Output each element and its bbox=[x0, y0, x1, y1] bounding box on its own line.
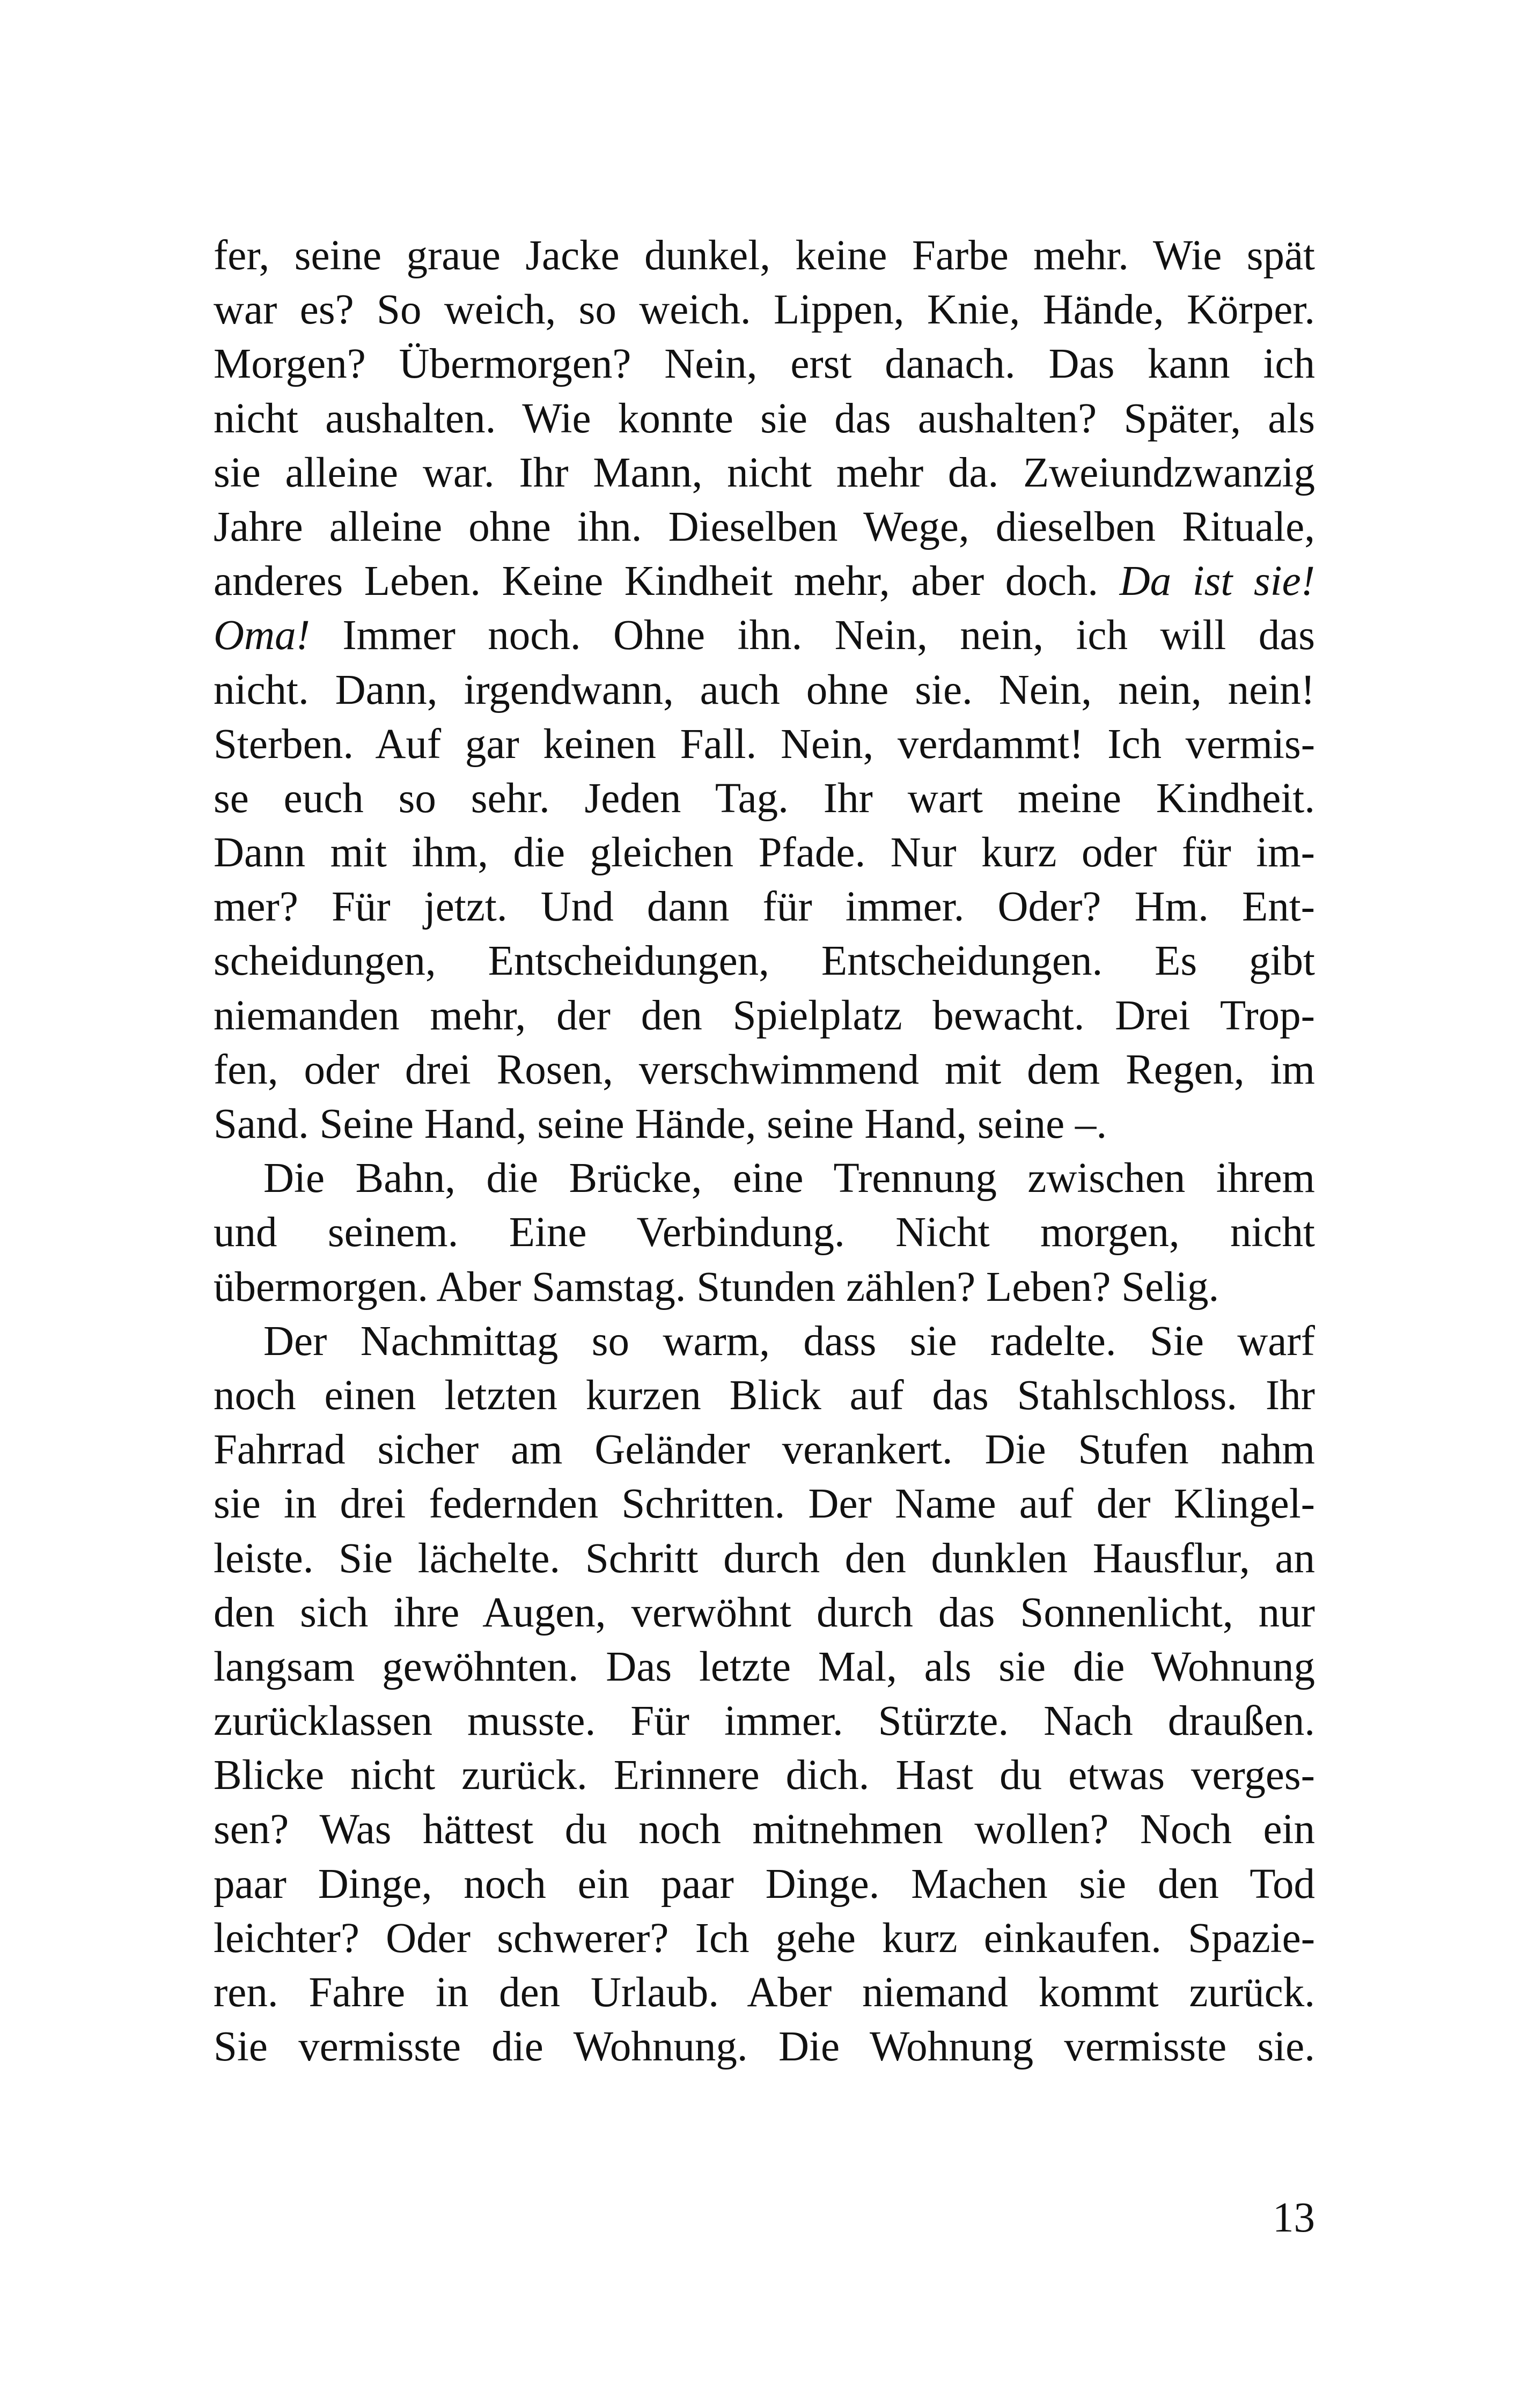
paragraph-start-line: Die Bahn, die Brücke, eine Trennung zwischen ihrem bbox=[263, 1155, 1315, 1202]
text-line: Sand. Seine Hand, seine Hände, seine Hand, seine –. bbox=[214, 1101, 1107, 1147]
text-line: mer? Für jetzt. Und dann für immer. Oder? Hm. Ent- bbox=[214, 883, 1315, 931]
text-line: Oma! Immer noch. Ohne ihn. Nein, nein, ich will das bbox=[214, 612, 1315, 659]
text-line: Sie vermisste die Wohnung. Die Wohnung vermisste sie. bbox=[214, 2023, 1315, 2071]
text-line: anderes Leben. Keine Kindheit mehr, aber doch. Da ist sie! bbox=[214, 558, 1315, 605]
text-line: Sterben. Auf gar keinen Fall. Nein, verdammt! Ich vermis- bbox=[214, 720, 1315, 768]
page-number: 13 bbox=[1273, 2195, 1315, 2241]
body-text bbox=[214, 229, 1315, 2074]
text-line: leiste. Sie lächelte. Schritt durch den dunklen Hausflur, an bbox=[214, 1535, 1315, 1582]
text-line: Morgen? Übermorgen? Nein, erst danach. Das kann ich bbox=[214, 341, 1315, 388]
text-line: noch einen letzten kurzen Blick auf das Stahlschloss. Ihr bbox=[214, 1372, 1315, 1419]
text-line: war es? So weich, so weich. Lippen, Knie, Hände, Körper. bbox=[214, 286, 1315, 334]
text-line: übermorgen. Aber Samstag. Stunden zählen? Leben? Selig. bbox=[214, 1263, 1219, 1310]
text-line: nicht aushalten. Wie konnte sie das aushalten? Später, als bbox=[214, 395, 1315, 442]
text-line: Dann mit ihm, die gleichen Pfade. Nur kurz oder für im- bbox=[214, 829, 1315, 877]
text-line: fer, seine graue Jacke dunkel, keine Farbe mehr. Wie spät bbox=[214, 232, 1315, 279]
text-line: niemanden mehr, der den Spielplatz bewacht. Drei Trop- bbox=[214, 992, 1315, 1039]
italic-emphasis: Oma! bbox=[214, 612, 310, 659]
text-line: sen? Was hättest du noch mitnehmen wollen? Noch ein bbox=[214, 1806, 1315, 1853]
text-line: ren. Fahre in den Urlaub. Aber niemand kommt zurück. bbox=[214, 1969, 1315, 2016]
text-line: se euch so sehr. Jeden Tag. Ihr wart meine Kindheit. bbox=[214, 775, 1315, 822]
text-line: und seinem. Eine Verbindung. Nicht morgen, nicht bbox=[214, 1209, 1315, 1256]
text-line: Blicke nicht zurück. Erinnere dich. Hast du etwas verges- bbox=[214, 1752, 1315, 1799]
text-line: langsam gewöhnten. Das letzte Mal, als sie die Wohnung bbox=[214, 1643, 1315, 1690]
italic-emphasis: Da ist sie! bbox=[1119, 558, 1315, 605]
text-line: zurücklassen musste. Für immer. Stürzte. Nach draußen. bbox=[214, 1698, 1315, 1745]
text-line: fen, oder drei Rosen, verschwimmend mit dem Regen, im bbox=[214, 1046, 1315, 1093]
text-line: Fahrrad sicher am Geländer verankert. Die Stufen nahm bbox=[214, 1426, 1315, 1474]
text-line: nicht. Dann, irgendwann, auch ohne sie. Nein, nein, nein! bbox=[214, 666, 1315, 713]
text-line: sie alleine war. Ihr Mann, nicht mehr da. Zweiundzwanzig bbox=[214, 449, 1315, 496]
text-line: scheidungen, Entscheidungen, Entscheidungen. Es gibt bbox=[214, 938, 1315, 985]
text-line: Jahre alleine ohne ihn. Dieselben Wege, dieselben Rituale, bbox=[214, 503, 1315, 550]
text-line: sie in drei federnden Schritten. Der Name auf der Klingel- bbox=[214, 1481, 1315, 1528]
text-line: leichter? Oder schwerer? Ich gehe kurz einkaufen. Spazie- bbox=[214, 1914, 1315, 1962]
text-line: paar Dinge, noch ein paar Dinge. Machen sie den Tod bbox=[214, 1860, 1315, 1908]
paragraph-start-line: Der Nachmittag so warm, dass sie radelte. Sie warf bbox=[263, 1317, 1315, 1365]
text-line: den sich ihre Augen, verwöhnt durch das Sonnenlicht, nur bbox=[214, 1589, 1315, 1636]
